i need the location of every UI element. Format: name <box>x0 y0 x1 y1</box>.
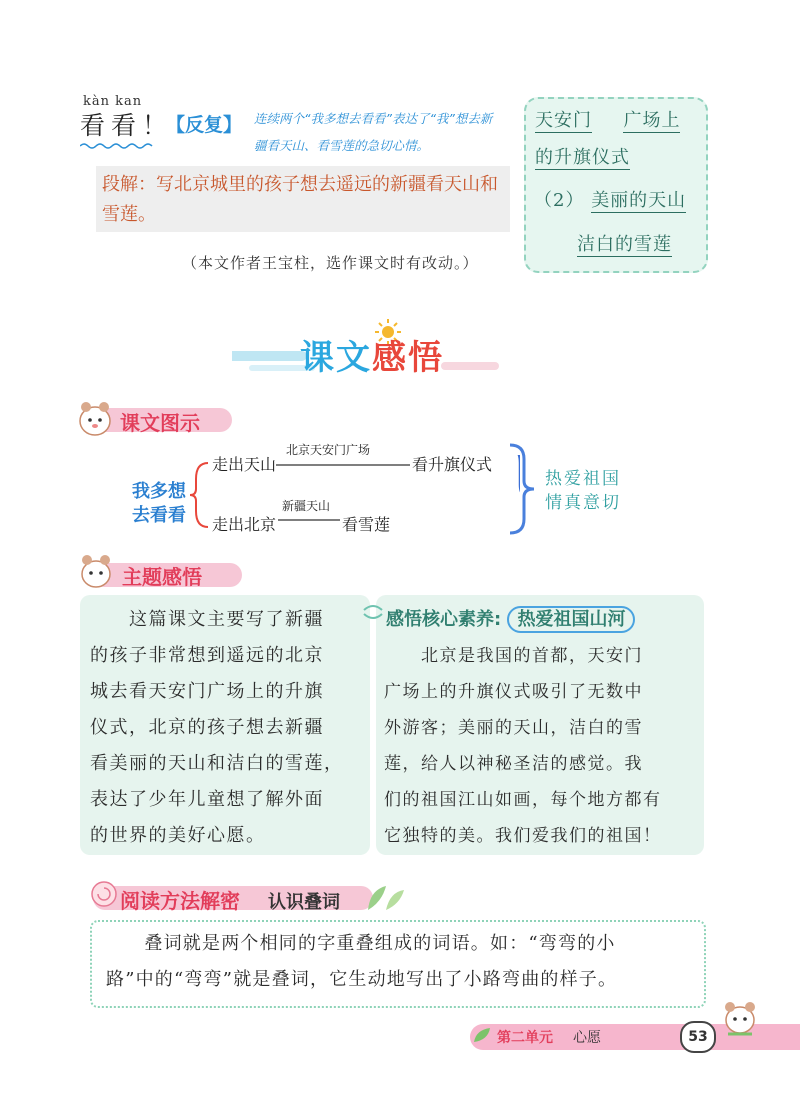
board-term-tianshan: 美丽的天山 <box>591 190 687 211</box>
theme-left-line: 仪式，北京的孩子想去新疆 <box>90 717 324 738</box>
board-line-1 <box>535 106 680 132</box>
diagram-right-label <box>545 467 621 515</box>
footer-theme: 心愿 <box>573 1030 601 1046</box>
page-number: 53 <box>680 1021 716 1053</box>
right-brace <box>508 443 542 535</box>
diagram-top-start: 走出天山 <box>212 455 277 474</box>
board-term-shengqi: 的升旗仪式 <box>535 147 630 168</box>
mascot-icon <box>74 395 116 439</box>
mascot-icon <box>76 548 116 592</box>
diagram-right-line2: 情真意切 <box>545 493 621 513</box>
theme-right-line: 北京是我国的首都，天安门 <box>384 646 643 666</box>
theme-left-text <box>90 602 370 854</box>
snail-icon <box>86 876 122 912</box>
fanfu-note: 连续两个“我多想去看看”表达了“我”想去新疆看天山、看雪莲的急切心情。 <box>254 111 493 153</box>
board-line-3 <box>534 186 686 212</box>
theme-right-line: 它独特的美。我们爱我们的祖国！ <box>384 826 662 846</box>
diagram-bottom-end: 看雪莲 <box>342 515 391 534</box>
footer-unit: 第二单元 <box>497 1030 553 1046</box>
board-term-xuelian: 洁白的雪莲 <box>577 234 672 255</box>
diagram-left-top: 我多想 <box>132 481 186 502</box>
section-title <box>300 330 444 379</box>
board-term-guangchang: 广场上 <box>623 110 681 131</box>
diagram-left-label <box>126 480 192 528</box>
theme-right-text <box>384 638 702 854</box>
theme-left-line: 城去看天安门广场上的升旗 <box>90 681 324 702</box>
method-text <box>106 926 696 998</box>
method-subheader: 认识叠词 <box>268 892 340 913</box>
diagram-left-bottom: 去看看 <box>132 505 186 526</box>
duanjie-text: 段解：写北京城里的孩子想去遥远的新疆看天山和雪莲。 <box>102 174 498 225</box>
section-title-part-b: 感悟 <box>372 338 444 378</box>
board-line-4 <box>577 230 672 256</box>
title-decoration-right <box>440 336 500 376</box>
link-icon <box>362 604 384 620</box>
diagram-top-mid: 北京天安门广场 <box>286 443 371 457</box>
diagram-bottom-mid: 新疆天山 <box>282 499 331 513</box>
board-number: （2） <box>534 190 585 211</box>
diagram-top-end: 看升旗仪式 <box>412 455 493 474</box>
theme-left-line: 这篇课文主要写了新疆 <box>90 609 324 630</box>
theme-right-line: 外游客；美丽的天山，洁白的雪 <box>384 718 643 738</box>
method-line: 路”中的“弯弯”就是叠词，它生动地写出了小路弯曲的样子。 <box>106 969 618 990</box>
diagram-right-line1: 热爱祖国 <box>545 469 621 489</box>
theme-left-line: 看美丽的天山和洁白的雪莲， <box>90 753 344 774</box>
source-note: （本文作者王宝柱，选作课文时有改动。） <box>182 254 479 272</box>
method-header: 阅读方法解密 <box>120 889 240 913</box>
method-line: 叠词就是两个相同的字重叠组成的词语。如：“弯弯的小 <box>106 933 616 954</box>
theme-left-line: 的孩子非常想到遥远的北京 <box>90 645 324 666</box>
wavy-underline <box>80 142 155 150</box>
diagram-bottom-start: 走出北京 <box>212 515 277 534</box>
core-literacy-value: 热爱祖国山河 <box>507 606 635 633</box>
board-term-tiananmen: 天安门 <box>535 110 592 131</box>
leaf-icon <box>360 880 410 914</box>
pinyin-annotation: kàn kan <box>83 94 143 109</box>
leaf-icon <box>472 1026 494 1046</box>
theme-left-line: 表达了少年儿童想了解外面 <box>90 789 324 810</box>
mascot-icon <box>718 996 762 1040</box>
fanfu-label: 【反复】 <box>166 114 243 136</box>
theme-left-line: 的世界的美好心愿。 <box>90 825 266 846</box>
theme-right-line: 们的祖国江山如画，每个地方都有 <box>384 790 662 810</box>
board-line-2 <box>535 143 630 169</box>
kankan-word: 看看！ <box>80 111 174 140</box>
theme-right-line: 广场上的升旗仪式吸引了无数中 <box>384 682 643 702</box>
theme-header: 主题感悟 <box>122 565 202 589</box>
theme-right-line: 莲，给人以神秘圣洁的感觉。我 <box>384 754 643 774</box>
core-literacy-title <box>386 605 635 631</box>
diagram-header: 课文图示 <box>120 411 200 435</box>
core-literacy-label: 感悟核心素养: <box>386 609 502 630</box>
section-title-part-a: 课文 <box>300 338 372 378</box>
